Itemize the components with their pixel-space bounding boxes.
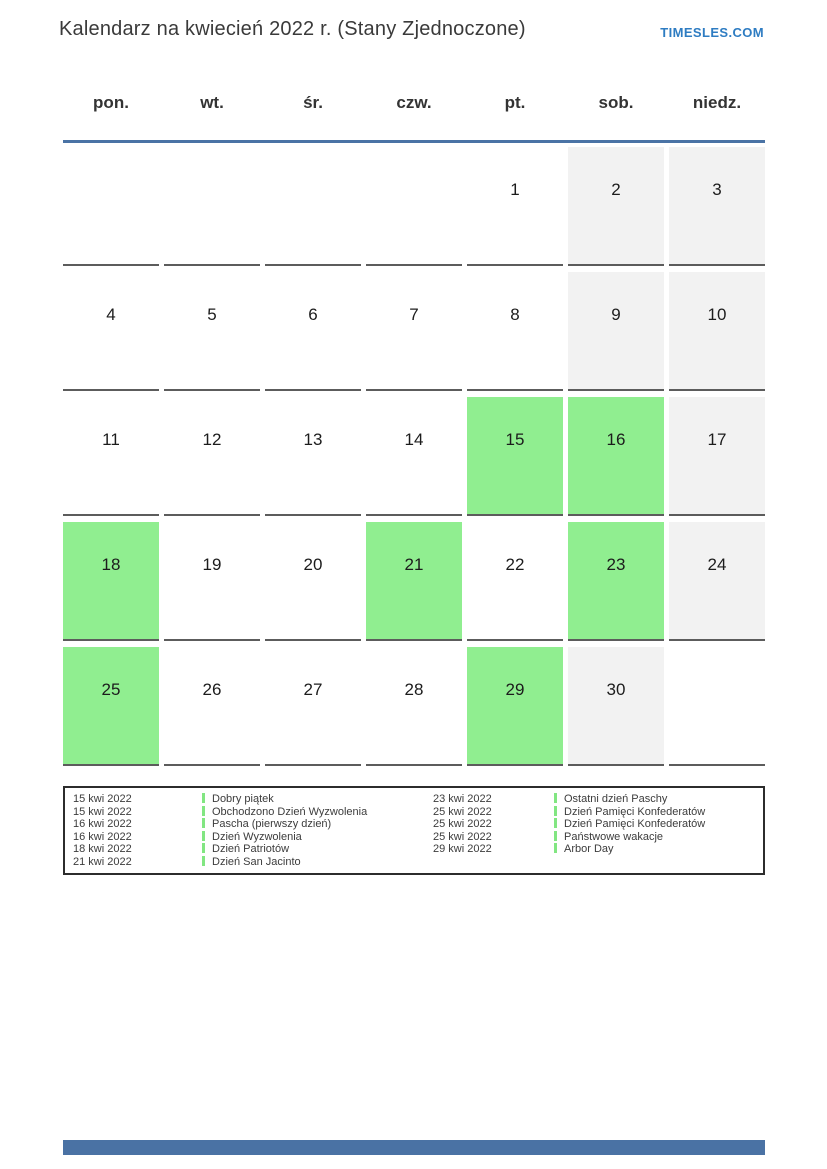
day-number: 16: [606, 430, 626, 449]
holiday-marker-icon: [202, 856, 205, 866]
day-number: 30: [606, 680, 626, 699]
day-number: 15: [505, 430, 525, 449]
day-number: 24: [707, 555, 727, 574]
day-cell-19: [164, 522, 260, 641]
dow-header-sun: niedz.: [692, 93, 742, 112]
dow-header-wed: śr.: [303, 93, 323, 112]
legend-date: [432, 793, 554, 806]
day-cell-10: [669, 272, 765, 391]
day-cell-6: [265, 272, 361, 391]
legend-date-text: 15 kwi 2022: [73, 805, 132, 818]
legend-date: [432, 856, 554, 869]
day-cell-28: [366, 647, 462, 766]
holiday-marker-icon: [202, 831, 205, 841]
legend-holiday-name-text: Obchodzono Dzień Wyzwolenia: [212, 805, 368, 818]
day-cell-3: [669, 147, 765, 266]
legend-date-text: 29 kwi 2022: [433, 843, 492, 856]
legend-holiday-name-text: Dzień Patriotów: [212, 843, 290, 856]
week-row: [63, 522, 765, 641]
legend-date: [432, 843, 554, 856]
dow-header-sat: sob.: [598, 93, 634, 112]
legend-date-text: 25 kwi 2022: [433, 805, 492, 818]
day-cell-21: [366, 522, 462, 641]
legend-date-text: 15 kwi 2022: [73, 793, 132, 805]
day-cell-1: [467, 147, 563, 266]
legend-holiday-name-text: Dzień San Jacinto: [212, 855, 301, 868]
legend-holiday-name: [202, 831, 432, 844]
day-cell-22: [467, 522, 563, 641]
day-number: 27: [303, 680, 323, 699]
day-cell-16: [568, 397, 664, 516]
legend-holiday-name-text: Dzień Pamięci Konfederatów: [564, 818, 706, 831]
day-number: 23: [606, 555, 626, 574]
legend-row: [72, 818, 756, 831]
legend-date-text: 18 kwi 2022: [73, 843, 132, 856]
legend-date-text: 25 kwi 2022: [433, 830, 492, 843]
legend-holiday-name: [202, 818, 432, 831]
day-number: 10: [707, 305, 727, 324]
day-cell-9: [568, 272, 664, 391]
day-number: 6: [308, 305, 318, 324]
day-cell-12: [164, 397, 260, 516]
day-cell-11: [63, 397, 159, 516]
site-link[interactable]: TIMESLES.COM: [660, 25, 764, 40]
header-divider-rule: [63, 140, 765, 143]
footer-bar: [63, 1140, 765, 1155]
legend-holiday-name: [554, 818, 756, 831]
holiday-marker-icon: [554, 806, 557, 816]
legend-date: [72, 806, 202, 819]
legend-holiday-name: [554, 843, 756, 856]
holiday-marker-icon: [202, 818, 205, 828]
empty-day-cell: [366, 147, 462, 266]
legend-holiday-name: [202, 806, 432, 819]
day-number: 29: [505, 680, 525, 699]
legend-holiday-name: [554, 856, 756, 869]
legend-date: [432, 806, 554, 819]
legend-holiday-name-text: Dzień Pamięci Konfederatów: [564, 805, 706, 818]
legend-holiday-name: [554, 793, 756, 806]
day-number: 28: [404, 680, 424, 699]
legend-holiday-name: [202, 856, 432, 869]
legend-row: [72, 793, 756, 806]
day-cell-18: [63, 522, 159, 641]
day-number: 12: [202, 430, 222, 449]
day-cell-4: [63, 272, 159, 391]
day-number: 19: [202, 555, 222, 574]
legend-date: [432, 818, 554, 831]
holiday-marker-icon: [202, 806, 205, 816]
day-number: 17: [707, 430, 727, 449]
day-cell-5: [164, 272, 260, 391]
day-cell-27: [265, 647, 361, 766]
holiday-legend: [63, 786, 765, 875]
day-number: 26: [202, 680, 222, 699]
legend-holiday-name-text: Pascha (pierwszy dzień): [212, 818, 332, 831]
legend-row: [72, 831, 756, 844]
day-number: 25: [101, 680, 121, 699]
dow-header-tue: wt.: [200, 93, 224, 112]
legend-row: [72, 843, 756, 856]
legend-holiday-name-text: Państwowe wakacje: [564, 830, 664, 843]
empty-day-cell: [265, 147, 361, 266]
day-number: 5: [207, 305, 217, 324]
day-cell-13: [265, 397, 361, 516]
dow-header-thu: czw.: [396, 93, 432, 112]
day-number: 20: [303, 555, 323, 574]
day-number: 18: [101, 555, 121, 574]
day-number: 13: [303, 430, 323, 449]
day-cell-24: [669, 522, 765, 641]
dow-header-fri: pt.: [504, 93, 526, 112]
week-row: [63, 147, 765, 266]
day-number: 4: [106, 305, 116, 324]
legend-date: [72, 793, 202, 806]
legend-holiday-name: [554, 806, 756, 819]
empty-day-cell: [164, 147, 260, 266]
legend-holiday-name-text: Dobry piątek: [212, 793, 274, 805]
holiday-marker-icon: [554, 793, 557, 803]
day-number: 21: [404, 555, 424, 574]
day-cell-23: [568, 522, 664, 641]
holiday-marker-icon: [554, 818, 557, 828]
day-cell-25: [63, 647, 159, 766]
legend-holiday-name-text: Dzień Wyzwolenia: [212, 830, 302, 843]
legend-date: [432, 831, 554, 844]
day-number: 7: [409, 305, 419, 324]
day-number: 3: [712, 180, 722, 199]
day-cell-29: [467, 647, 563, 766]
day-number: 9: [611, 305, 621, 324]
page-title: Kalendarz na kwiecień 2022 r. (Stany Zjednoczone): [59, 18, 526, 40]
legend-date: [72, 843, 202, 856]
day-cell-26: [164, 647, 260, 766]
legend-date-text: 16 kwi 2022: [73, 818, 132, 831]
day-cell-30: [568, 647, 664, 766]
week-row: [63, 272, 765, 391]
day-number: 8: [510, 305, 520, 324]
legend-holiday-name: [202, 843, 432, 856]
holiday-marker-icon: [554, 831, 557, 841]
legend-date: [72, 831, 202, 844]
day-cell-8: [467, 272, 563, 391]
day-number: 1: [510, 180, 520, 199]
legend-date-text: 21 kwi 2022: [73, 855, 132, 868]
holiday-marker-icon: [202, 793, 205, 803]
dow-header-mon: pon.: [93, 93, 129, 112]
day-cell-14: [366, 397, 462, 516]
day-number: 22: [505, 555, 525, 574]
empty-day-cell: [669, 647, 765, 766]
day-cell-20: [265, 522, 361, 641]
empty-day-cell: [63, 147, 159, 266]
day-cell-15: [467, 397, 563, 516]
week-row: [63, 397, 765, 516]
day-cell-2: [568, 147, 664, 266]
legend-holiday-name: [202, 793, 432, 806]
day-of-week-header-row: [63, 88, 765, 140]
legend-holiday-name-text: Ostatni dzień Paschy: [564, 793, 668, 805]
week-row: [63, 647, 765, 766]
legend-date: [72, 856, 202, 869]
legend-date-text: 16 kwi 2022: [73, 830, 132, 843]
weeks-container: [63, 147, 765, 766]
day-number: 11: [102, 430, 120, 449]
legend-row: [72, 856, 756, 869]
holiday-marker-icon: [554, 843, 557, 853]
legend-date-text: 23 kwi 2022: [433, 793, 492, 805]
day-number: 14: [404, 430, 424, 449]
holiday-marker-icon: [202, 843, 205, 853]
legend-date-text: 25 kwi 2022: [433, 818, 492, 831]
legend-date: [72, 818, 202, 831]
day-number: 2: [611, 180, 621, 199]
legend-holiday-name: [554, 831, 756, 844]
day-cell-17: [669, 397, 765, 516]
legend-holiday-name-text: Arbor Day: [564, 843, 614, 856]
calendar-grid: [63, 88, 765, 772]
legend-row: [72, 806, 756, 819]
day-cell-7: [366, 272, 462, 391]
